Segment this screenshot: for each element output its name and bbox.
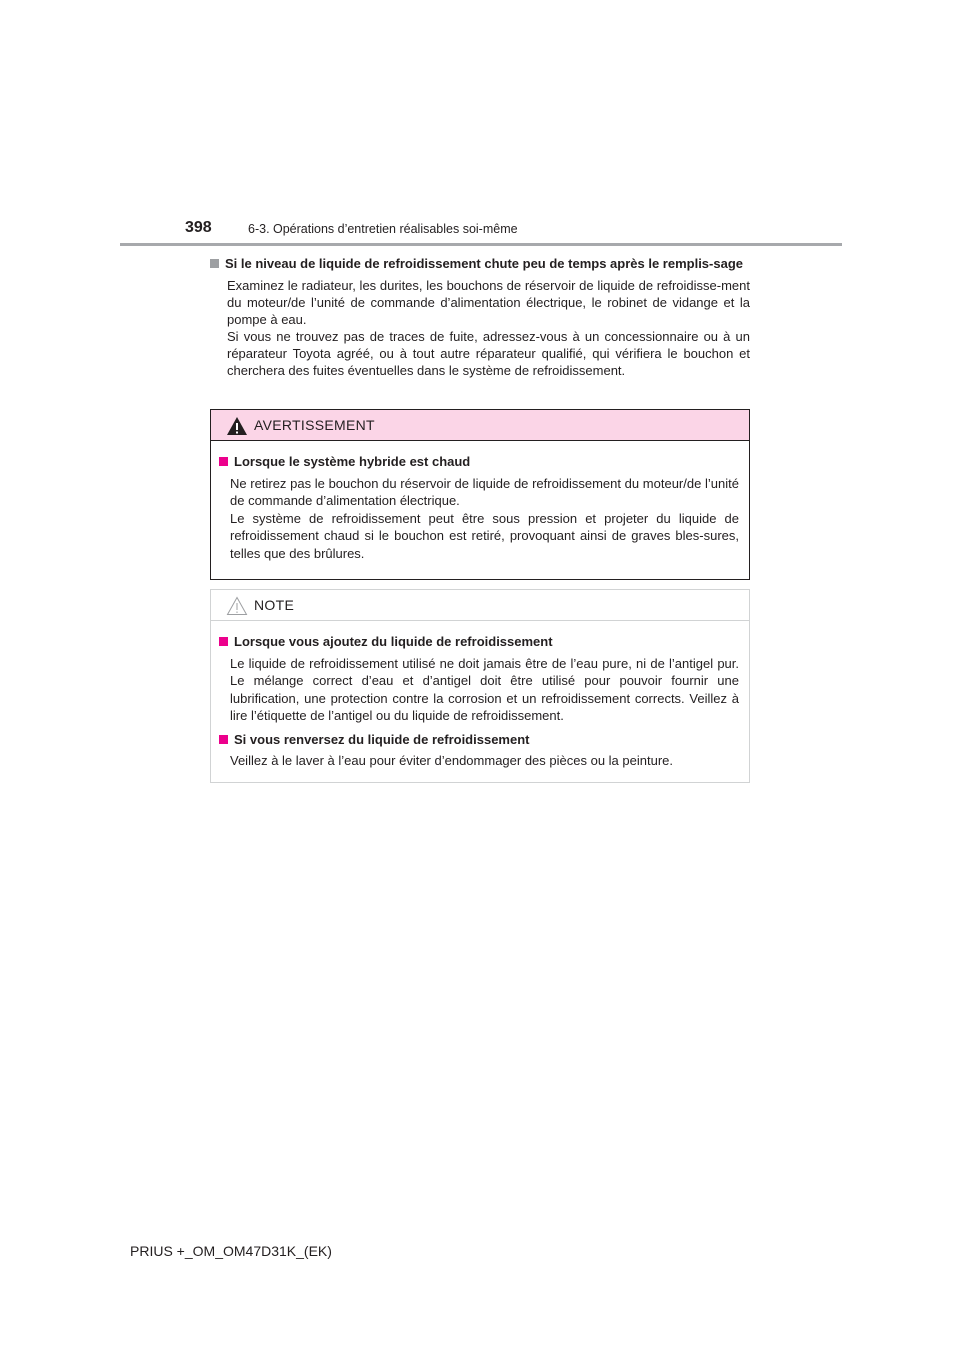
warning-item-text <box>219 475 739 563</box>
note-item <box>219 633 739 725</box>
warning-header <box>211 410 749 441</box>
square-bullet-icon <box>219 457 228 466</box>
intro-body <box>210 277 750 379</box>
warning-item-heading: Lorsque le système hybride est chaud <box>234 454 471 469</box>
warning-item <box>219 453 739 562</box>
warning-item-line: Ne retirez pas le bouchon du réservoir de liquide de refroidissement du moteur/de l’unité de commande d’alimentation électrique. <box>230 475 739 508</box>
footer-document-code: PRIUS +_OM_OM47D31K_(EK) <box>130 1243 332 1259</box>
intro-paragraph: Si vous ne trouvez pas de traces de fuite, adressez-vous à un concessionnaire ou à un réparateur Toyota agréé, ou à tout autre réparateur qualifié, qui vérifiera le bouchon et cherchera des fuites éventuelles dans le système de refroidissement. <box>227 329 750 378</box>
note-item-heading: Lorsque vous ajoutez du liquide de refroidissement <box>234 634 553 649</box>
section-title: 6-3. Opérations d’entretien réalisables soi-même <box>248 222 518 236</box>
warning-item-heading-row <box>219 453 739 471</box>
note-body <box>211 621 749 770</box>
intro-heading-row <box>210 255 750 272</box>
note-item-heading-row <box>219 731 739 749</box>
note-item-line: Veillez à le laver à l’eau pour éviter d’endommager des pièces ou la peinture. <box>230 753 673 768</box>
warning-item-line: Le système de refroidissement peut être sous pression et projeter du liquide de refroidissement chaud si le bouchon est retiré, provoquant ainsi de graves bles-sures, telles que des brûlures. <box>230 510 739 561</box>
note-item <box>219 731 739 770</box>
note-item-text <box>219 752 739 770</box>
square-bullet-icon <box>210 259 219 268</box>
warning-triangle-icon <box>226 416 248 436</box>
caution-triangle-outline-icon <box>226 596 248 616</box>
note-header <box>211 590 749 621</box>
square-bullet-icon <box>219 735 228 744</box>
page-number: 398 <box>185 219 212 236</box>
note-title: NOTE <box>254 597 295 613</box>
warning-box <box>210 409 750 580</box>
note-item-line: Le liquide de refroidissement utilisé ne doit jamais être de l’eau pure, ni de l’antigel pur. Le mélange correct d’eau et d’antigel doit être utilisé pour pouvoir fournir une lubrification, une protection contre la corrosion et un refroidissement corrects. Veillez à lire l’étiquette de l’antigel ou du liquide de refroidissement. <box>230 655 739 723</box>
warning-title: AVERTISSEMENT <box>254 417 375 433</box>
note-box <box>210 589 750 783</box>
note-item-heading-row <box>219 633 739 651</box>
intro-heading: Si le niveau de liquide de refroidissement chute peu de temps après le remplis-sage <box>225 256 744 271</box>
square-bullet-icon <box>219 637 228 646</box>
note-item-heading: Si vous renversez du liquide de refroidissement <box>234 731 530 747</box>
note-item-text <box>219 655 739 725</box>
warning-body <box>211 441 749 562</box>
intro-section <box>210 255 750 379</box>
intro-paragraph: Examinez le radiateur, les durites, les bouchons de réservoir de liquide de refroidisse-ment du moteur/de l’unité de commande d’alimentation électrique, le robinet de vidange et la pompe à eau. <box>227 278 750 327</box>
header-divider <box>120 243 842 246</box>
